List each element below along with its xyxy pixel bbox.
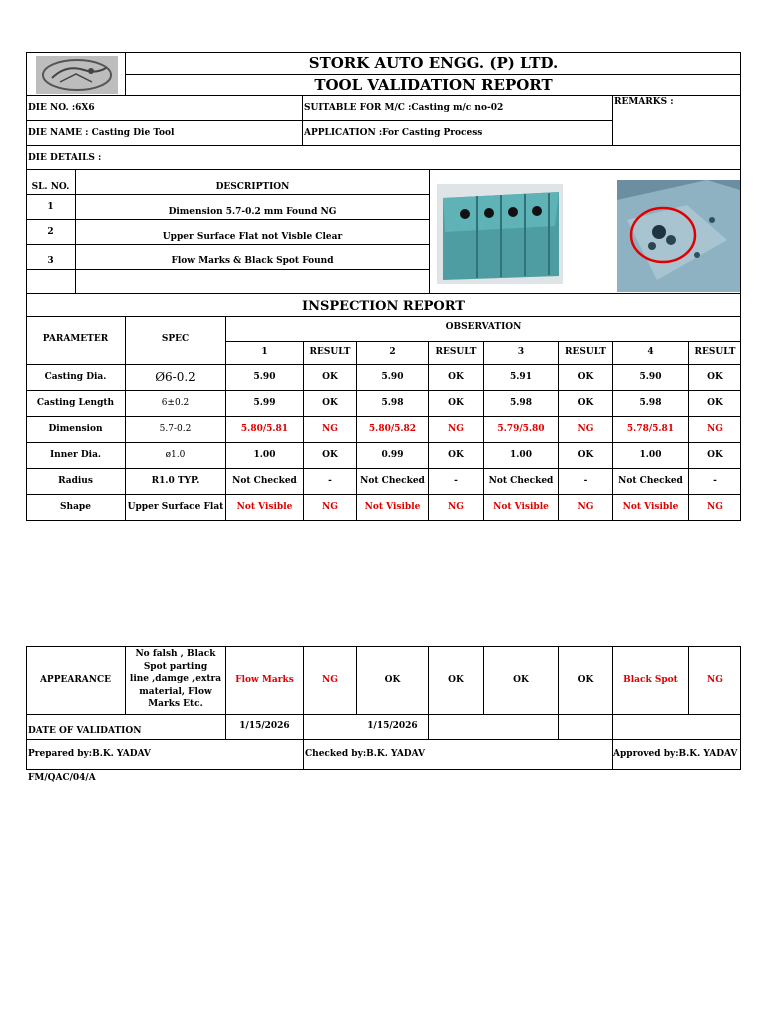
result-cell: NG bbox=[322, 502, 338, 512]
form-number: FM/QAC/04/A bbox=[28, 773, 96, 783]
observation-cell: Not Checked bbox=[488, 476, 554, 486]
validation-date-2: 1/15/2026 bbox=[367, 721, 418, 731]
suitable-for: SUITABLE FOR M/C :Casting m/c no-02 bbox=[304, 103, 504, 113]
result-cell: OK bbox=[322, 450, 338, 460]
spec-header: SPEC bbox=[161, 334, 190, 344]
die-details-label: DIE DETAILS : bbox=[28, 153, 102, 163]
appearance-spec-line: No falsh , Black bbox=[135, 649, 216, 659]
result-cell: OK bbox=[322, 372, 338, 382]
observation-cell: Not Visible bbox=[236, 502, 293, 512]
observation-cell: 5.98 bbox=[510, 398, 532, 408]
result-cell: OK bbox=[707, 372, 723, 382]
parameter-header: PARAMETER bbox=[42, 334, 109, 344]
observation-cell: 1.00 bbox=[510, 450, 532, 460]
appearance-result: OK bbox=[577, 675, 594, 685]
param-name: Casting Length bbox=[36, 398, 115, 408]
obs-col-header: RESULT bbox=[565, 347, 606, 357]
obs-col-header: RESULT bbox=[694, 347, 736, 357]
observation-cell: 5.99 bbox=[253, 398, 276, 408]
observation-cell: 5.90 bbox=[639, 372, 662, 382]
result-cell: NG bbox=[322, 424, 338, 434]
appearance-spec-line: Marks Etc. bbox=[148, 699, 203, 709]
observation-cell: 5.78/5.81 bbox=[626, 424, 675, 434]
param-spec: R1.0 TYP. bbox=[151, 476, 200, 486]
appearance-value: Flow Marks bbox=[235, 675, 294, 685]
obs-col-header: 4 bbox=[647, 347, 654, 357]
param-name: Casting Dia. bbox=[44, 372, 107, 382]
appearance-spec-line: material, Flow bbox=[139, 687, 212, 697]
observation-cell: 0.99 bbox=[381, 450, 404, 460]
appearance-spec-line: line ,damge ,extra bbox=[129, 674, 222, 684]
defect-desc: Flow Marks & Black Spot Found bbox=[171, 256, 334, 266]
obs-col-header: RESULT bbox=[435, 347, 477, 357]
remarks-label: REMARKS : bbox=[614, 97, 674, 107]
description-header: DESCRIPTION bbox=[215, 182, 290, 192]
defect-sl: 2 bbox=[47, 227, 54, 237]
result-cell: OK bbox=[577, 372, 594, 382]
die-part-photo bbox=[437, 184, 563, 284]
obs-col-header: 3 bbox=[517, 347, 525, 357]
report-title: TOOL VALIDATION REPORT bbox=[314, 76, 553, 94]
observation-header: OBSERVATION bbox=[445, 322, 522, 332]
appearance-result: OK bbox=[448, 675, 464, 685]
observation-cell: Not Checked bbox=[360, 476, 425, 486]
appearance-value: OK bbox=[384, 675, 401, 685]
result-cell: NG bbox=[448, 424, 464, 434]
approved-by: Approved by:B.K. YADAV bbox=[613, 749, 738, 759]
die-no: DIE NO. :6X6 bbox=[28, 103, 95, 113]
appearance-spec-line: Spot parting bbox=[143, 662, 208, 672]
prepared-by: Prepared by:B.K. YADAV bbox=[28, 749, 151, 759]
param-name: Radius bbox=[58, 476, 93, 486]
result-cell: - bbox=[713, 476, 717, 486]
application: APPLICATION :For Casting Process bbox=[304, 128, 483, 138]
defect-desc: Dimension 5.7-0.2 mm Found NG bbox=[168, 207, 337, 217]
result-cell: - bbox=[583, 476, 588, 486]
result-cell: OK bbox=[448, 398, 464, 408]
defect-sl: 3 bbox=[47, 256, 54, 266]
observation-cell: Not Visible bbox=[622, 502, 679, 512]
observation-cell: 1.00 bbox=[253, 450, 276, 460]
appearance-label: APPEARANCE bbox=[39, 675, 112, 685]
validation-date-1: 1/15/2026 bbox=[239, 721, 290, 731]
die-name: DIE NAME : Casting Die Tool bbox=[28, 128, 175, 138]
observation-cell: Not Checked bbox=[232, 476, 297, 486]
result-cell: OK bbox=[448, 372, 464, 382]
observation-cell: Not Visible bbox=[493, 502, 549, 512]
observation-cell: 5.90 bbox=[253, 372, 276, 382]
result-cell: NG bbox=[577, 502, 594, 512]
checked-by: Checked by:B.K. YADAV bbox=[305, 749, 425, 759]
obs-col-header: RESULT bbox=[309, 347, 351, 357]
observation-cell: Not Checked bbox=[618, 476, 683, 486]
result-cell: NG bbox=[448, 502, 464, 512]
appearance-value: OK bbox=[513, 675, 529, 685]
result-cell: NG bbox=[577, 424, 594, 434]
param-name: Inner Dia. bbox=[49, 450, 102, 460]
result-cell: OK bbox=[707, 398, 723, 408]
result-cell: OK bbox=[707, 450, 723, 460]
observation-cell: 5.90 bbox=[381, 372, 404, 382]
result-cell: - bbox=[454, 476, 458, 486]
result-cell: NG bbox=[707, 424, 723, 434]
observation-cell: 5.91 bbox=[510, 372, 532, 382]
param-spec: Ø6-0.2 bbox=[155, 370, 196, 384]
obs-col-header: 1 bbox=[261, 347, 268, 357]
observation-cell: 5.98 bbox=[381, 398, 404, 408]
appearance-result: NG bbox=[322, 675, 338, 685]
observation-cell: 5.79/5.80 bbox=[497, 424, 545, 434]
observation-cell: 5.80/5.81 bbox=[240, 424, 289, 434]
defect-sl: 1 bbox=[47, 202, 54, 212]
defect-desc: Upper Surface Flat not Visble Clear bbox=[162, 232, 343, 242]
observation-cell: 5.80/5.82 bbox=[368, 424, 417, 434]
param-spec: 6±0.2 bbox=[161, 398, 190, 408]
result-cell: OK bbox=[322, 398, 338, 408]
appearance-value: Black Spot bbox=[623, 675, 678, 685]
result-cell: OK bbox=[577, 398, 594, 408]
result-cell: OK bbox=[577, 450, 594, 460]
appearance-result: NG bbox=[707, 675, 723, 685]
defect-closeup-photo bbox=[617, 180, 740, 292]
result-cell: NG bbox=[707, 502, 723, 512]
param-name: Dimension bbox=[48, 424, 103, 434]
param-spec: 5.7-0.2 bbox=[159, 424, 192, 434]
result-cell: - bbox=[328, 476, 332, 486]
param-spec: Upper Surface Flat bbox=[127, 502, 224, 512]
observation-cell: 1.00 bbox=[639, 450, 662, 460]
date-of-validation-label: DATE OF VALIDATION bbox=[28, 726, 142, 736]
param-spec: ø1.0 bbox=[165, 450, 186, 460]
sl-no-header: SL. NO. bbox=[31, 182, 70, 192]
obs-col-header: 2 bbox=[389, 347, 396, 357]
result-cell: OK bbox=[448, 450, 464, 460]
company-logo bbox=[36, 56, 118, 94]
observation-cell: Not Visible bbox=[364, 502, 421, 512]
company-name: STORK AUTO ENGG. (P) LTD. bbox=[308, 54, 559, 72]
inspection-title: INSPECTION REPORT bbox=[302, 299, 465, 314]
observation-cell: 5.98 bbox=[639, 398, 662, 408]
param-name: Shape bbox=[60, 502, 91, 512]
